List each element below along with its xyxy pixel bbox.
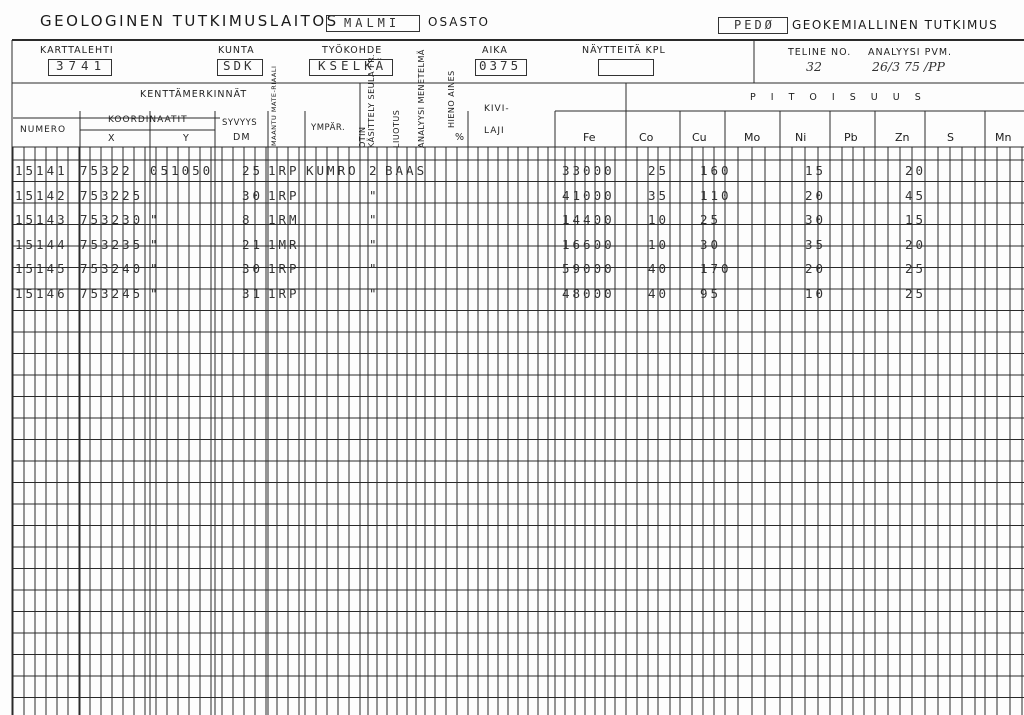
karttalehti-label: KARTTALEHTI: [40, 45, 114, 56]
coord-x-cell: 753235: [80, 236, 144, 252]
fe-cell: 16600: [562, 236, 615, 252]
fe-cell: 33000: [562, 163, 615, 178]
element-heading-mn: Mn: [995, 131, 1012, 144]
zn-cell: 20: [905, 163, 927, 178]
element-heading-mo: Mo: [744, 131, 761, 144]
depth-cell: 30: [242, 261, 264, 276]
analyysi-pvm-value: 26/3 75 /PP: [872, 59, 945, 74]
cu-cell: 160: [700, 163, 732, 178]
analyysi-menetelma-heading: ANALYYSI MENETELMÄ: [417, 49, 426, 148]
element-heading-ni: Ni: [795, 131, 807, 144]
maantu-materiaali-heading: MAANTU MATE-RIAALI: [270, 65, 278, 146]
dm-heading: DM: [233, 132, 251, 143]
sampler-cell: ": [369, 187, 380, 203]
material-cell: 1RM: [268, 212, 300, 227]
research-value: PEDØ: [734, 18, 775, 32]
sampler-cell: ": [369, 212, 380, 227]
research-label: GEOKEMIALLINEN TUTKIMUS: [792, 18, 999, 32]
element-heading-fe: Fe: [583, 131, 596, 144]
material-cell: 1RP: [268, 285, 300, 301]
department-value: MALMI: [344, 16, 401, 30]
zn-cell: 15: [905, 212, 927, 227]
sampler-cell: ": [369, 261, 380, 276]
sampler-cell: 2: [369, 163, 380, 178]
co-cell: 35: [648, 187, 670, 203]
numero-cell: 15141: [15, 163, 68, 178]
numero-cell: 15146: [15, 285, 68, 301]
aika-label: AIKA: [482, 45, 508, 56]
x-heading: X: [108, 133, 116, 144]
co-cell: 40: [648, 285, 670, 301]
coord-y-cell: 051050: [150, 163, 214, 178]
ni-cell: 35: [805, 236, 827, 252]
element-heading-cu: Cu: [692, 131, 707, 144]
tyokohde-value: KSELKÄ: [318, 58, 388, 73]
element-heading-pb: Pb: [844, 131, 858, 144]
kenttamerkinnat-heading: KENTTÄMERKINNÄT: [140, 89, 248, 100]
coord-x-cell: 753230: [80, 212, 144, 227]
coord-y-cell: ": [150, 261, 161, 276]
cu-cell: 25: [700, 212, 722, 227]
environment-cell: KUMRO: [306, 163, 359, 178]
naytteita-box: [598, 59, 654, 76]
kivilaji-heading: KIVI-LAJI: [484, 104, 510, 136]
zn-cell: 20: [905, 236, 927, 252]
hieno-aines-heading: HIENO AINES: [447, 70, 456, 128]
kunta-value: SDK: [223, 58, 255, 73]
sampler-cell: ": [369, 285, 380, 301]
cu-cell: 110: [700, 187, 732, 203]
department-label: OSASTO: [428, 15, 490, 29]
zn-cell: 25: [905, 261, 927, 276]
kunta-label: KUNTA: [218, 45, 255, 56]
koordinaatit-heading: KOORDINAATIT: [108, 115, 188, 125]
syvyys-heading: SYVYYS: [222, 118, 258, 128]
coord-y-cell: ": [150, 236, 161, 252]
element-heading-zn: Zn: [895, 131, 910, 144]
co-cell: 40: [648, 261, 670, 276]
aika-value: 0375: [479, 58, 522, 73]
percent-heading: %: [455, 132, 466, 143]
depth-cell: 31: [242, 285, 264, 301]
ni-cell: 15: [805, 163, 827, 178]
cu-cell: 95: [700, 285, 722, 301]
ni-cell: 30: [805, 212, 827, 227]
ni-cell: 20: [805, 261, 827, 276]
liuotus-heading: LIUOTUS: [392, 109, 401, 148]
co-cell: 10: [648, 212, 670, 227]
ni-cell: 10: [805, 285, 827, 301]
coord-y-cell: ": [150, 285, 161, 301]
pitoisuus-heading: P I T O I S U U S: [750, 92, 927, 103]
naytteita-label: NÄYTTEITÄ KPL: [582, 45, 666, 56]
sampler-cell: ": [369, 236, 380, 252]
co-cell: 10: [648, 236, 670, 252]
numero-cell: 15143: [15, 212, 68, 227]
otin-heading: OTIN: [358, 126, 367, 148]
fe-cell: 48000: [562, 285, 615, 301]
numero-cell: 15142: [15, 187, 68, 203]
depth-cell: 30: [242, 187, 264, 203]
depth-cell: 25: [242, 163, 264, 178]
material-cell: 1RP: [268, 261, 300, 276]
kasittely-heading: KÄSITTELY SEULA FR.: [367, 53, 376, 148]
coord-x-cell: 753225: [80, 187, 144, 203]
treatment-cell: BAAS: [385, 163, 428, 178]
co-cell: 25: [648, 163, 670, 178]
institute-title: GEOLOGINEN TUTKIMUSLAITOS: [40, 12, 339, 30]
cu-cell: 30: [700, 236, 722, 252]
cu-cell: 170: [700, 261, 732, 276]
depth-cell: 21: [242, 236, 264, 252]
material-cell: 1RP: [268, 187, 300, 203]
material-cell: 1RP: [268, 163, 300, 178]
teline-value: 32: [806, 59, 822, 74]
numero-cell: 15145: [15, 261, 68, 276]
element-heading-s: S: [947, 131, 954, 144]
teline-label: TELINE NO.: [788, 47, 852, 58]
coord-x-cell: 753240: [80, 261, 144, 276]
zn-cell: 25: [905, 285, 927, 301]
analyysi-pvm-label: ANALYYSI PVM.: [868, 47, 953, 58]
zn-cell: 45: [905, 187, 927, 203]
coord-y-cell: ": [150, 212, 161, 227]
ympar-heading: YMPÄR.: [311, 123, 346, 133]
fe-cell: 59000: [562, 261, 615, 276]
coord-x-cell: 753245: [80, 285, 144, 301]
numero-heading: NUMERO: [20, 125, 67, 135]
tyokohde-label: TYÖKOHDE: [322, 45, 383, 56]
fe-cell: 14400: [562, 212, 615, 227]
coord-x-cell: 75322: [80, 163, 133, 178]
material-cell: 1MR: [268, 236, 300, 252]
ni-cell: 20: [805, 187, 827, 203]
depth-cell: 8: [242, 212, 253, 227]
fe-cell: 41000: [562, 187, 615, 203]
element-heading-co: Co: [639, 131, 654, 144]
numero-cell: 15144: [15, 236, 68, 252]
karttalehti-value: 3741: [56, 58, 107, 73]
y-heading: Y: [183, 133, 190, 144]
